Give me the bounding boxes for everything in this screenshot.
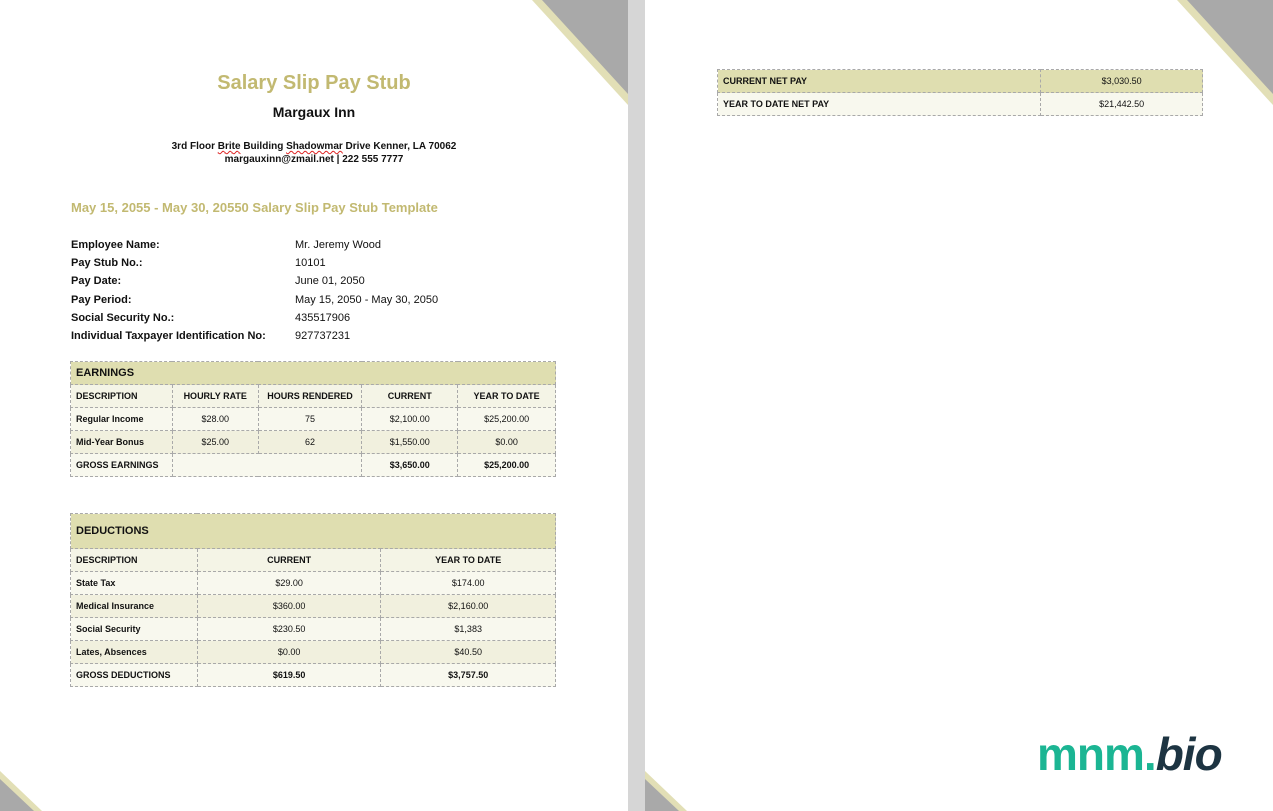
ytd-net-pay-row — [718, 93, 1203, 116]
table-cell: $1,383 — [381, 618, 556, 641]
table-header-row — [71, 549, 556, 572]
table-row — [71, 572, 556, 595]
company-contact: margauxinn@zmail.net | 222 555 7777 — [224, 154, 404, 165]
document-page-2 — [645, 0, 1273, 811]
table-row — [71, 641, 556, 664]
company-address: 3rd Floor Brite Building Shadowmar Drive Kenner, LA 70062 — [171, 141, 457, 152]
table-cell: $174.00 — [381, 572, 556, 595]
column-header: YEAR TO DATE — [458, 385, 556, 408]
page-corner-decoration-bottom-left — [0, 771, 42, 811]
document-page-1 — [0, 0, 628, 811]
info-label: Pay Date: — [71, 275, 122, 288]
table-cell: 75 — [258, 408, 362, 431]
table-row — [71, 408, 556, 431]
info-label: Pay Stub No.: — [71, 257, 143, 270]
company-address-block — [0, 140, 628, 166]
info-value: Mr. Jeremy Wood — [295, 239, 381, 251]
table-cell: $0.00 — [458, 431, 556, 454]
table-cell: Lates, Absences — [71, 641, 198, 664]
column-header: DESCRIPTION — [71, 549, 198, 572]
table-title-row — [71, 514, 556, 549]
column-header: CURRENT — [362, 385, 458, 408]
table-cell: State Tax — [71, 572, 198, 595]
total-current: $619.50 — [197, 664, 381, 687]
info-row — [71, 254, 438, 272]
deductions-table — [70, 513, 556, 687]
table-cell: $2,160.00 — [381, 595, 556, 618]
pay-period-heading: May 15, 2055 - May 30, 20550 Salary Slip Pay Stub Template — [71, 200, 438, 215]
table-cell: $1,550.00 — [362, 431, 458, 454]
table-cell: $29.00 — [197, 572, 381, 595]
column-header: DESCRIPTION — [71, 385, 173, 408]
total-label: GROSS DEDUCTIONS — [71, 664, 198, 687]
total-ytd: $25,200.00 — [458, 454, 556, 477]
page-corner-decoration-bottom-left — [645, 771, 687, 811]
info-row — [71, 309, 438, 327]
info-value: May 15, 2050 - May 30, 2050 — [295, 293, 439, 306]
table-cell: $2,100.00 — [362, 408, 458, 431]
table-cell: $230.50 — [197, 618, 381, 641]
info-value: June 01, 2050 — [295, 275, 365, 288]
table-cell: $0.00 — [197, 641, 381, 664]
net-pay-value: $3,030.50 — [1041, 70, 1203, 93]
info-label: Social Security No.: — [71, 311, 175, 324]
net-pay-value: $21,442.50 — [1041, 93, 1203, 116]
column-header: HOURLY RATE — [172, 385, 258, 408]
net-pay-label: CURRENT NET PAY — [718, 70, 1041, 93]
info-row — [71, 327, 438, 345]
info-value: 927737231 — [295, 330, 351, 343]
table-title-row — [71, 362, 556, 385]
table-row — [71, 431, 556, 454]
info-row — [71, 236, 438, 254]
info-label: Employee Name: — [71, 239, 160, 251]
table-cell: $25.00 — [172, 431, 258, 454]
column-header: CURRENT — [197, 549, 381, 572]
table-cell: 62 — [258, 431, 362, 454]
net-pay-label: YEAR TO DATE NET PAY — [718, 93, 1041, 116]
document-title: Salary Slip Pay Stub — [217, 72, 411, 94]
info-value: 10101 — [295, 257, 326, 270]
earnings-title: EARNINGS — [71, 362, 556, 385]
table-cell: Social Security — [71, 618, 198, 641]
earnings-table — [70, 361, 556, 477]
column-header: YEAR TO DATE — [381, 549, 556, 572]
watermark-logo: mnm.bio — [1037, 728, 1222, 780]
gross-deductions-row — [71, 664, 556, 687]
current-net-pay-row — [718, 70, 1203, 93]
empty-cell — [172, 454, 362, 477]
info-row — [71, 272, 438, 290]
company-name: Margaux Inn — [272, 104, 356, 120]
net-pay-table — [717, 69, 1203, 116]
table-header-row — [71, 385, 556, 408]
info-value: 435517906 — [295, 311, 351, 324]
deductions-title: DEDUCTIONS — [71, 514, 556, 549]
table-cell: Mid-Year Bonus — [71, 431, 173, 454]
employee-info — [71, 236, 438, 345]
info-label: Individual Taxpayer Identification No: — [71, 330, 266, 343]
total-current: $3,650.00 — [362, 454, 458, 477]
table-cell: Regular Income — [71, 408, 173, 431]
gross-earnings-row — [71, 454, 556, 477]
info-label: Pay Period: — [71, 293, 132, 306]
table-row — [71, 618, 556, 641]
info-row — [71, 291, 438, 309]
table-row — [71, 595, 556, 618]
total-ytd: $3,757.50 — [381, 664, 556, 687]
table-cell: $28.00 — [172, 408, 258, 431]
table-cell: $40.50 — [381, 641, 556, 664]
table-cell: $25,200.00 — [458, 408, 556, 431]
column-header: HOURS RENDERED — [258, 385, 362, 408]
table-cell: $360.00 — [197, 595, 381, 618]
total-label: GROSS EARNINGS — [71, 454, 173, 477]
table-cell: Medical Insurance — [71, 595, 198, 618]
